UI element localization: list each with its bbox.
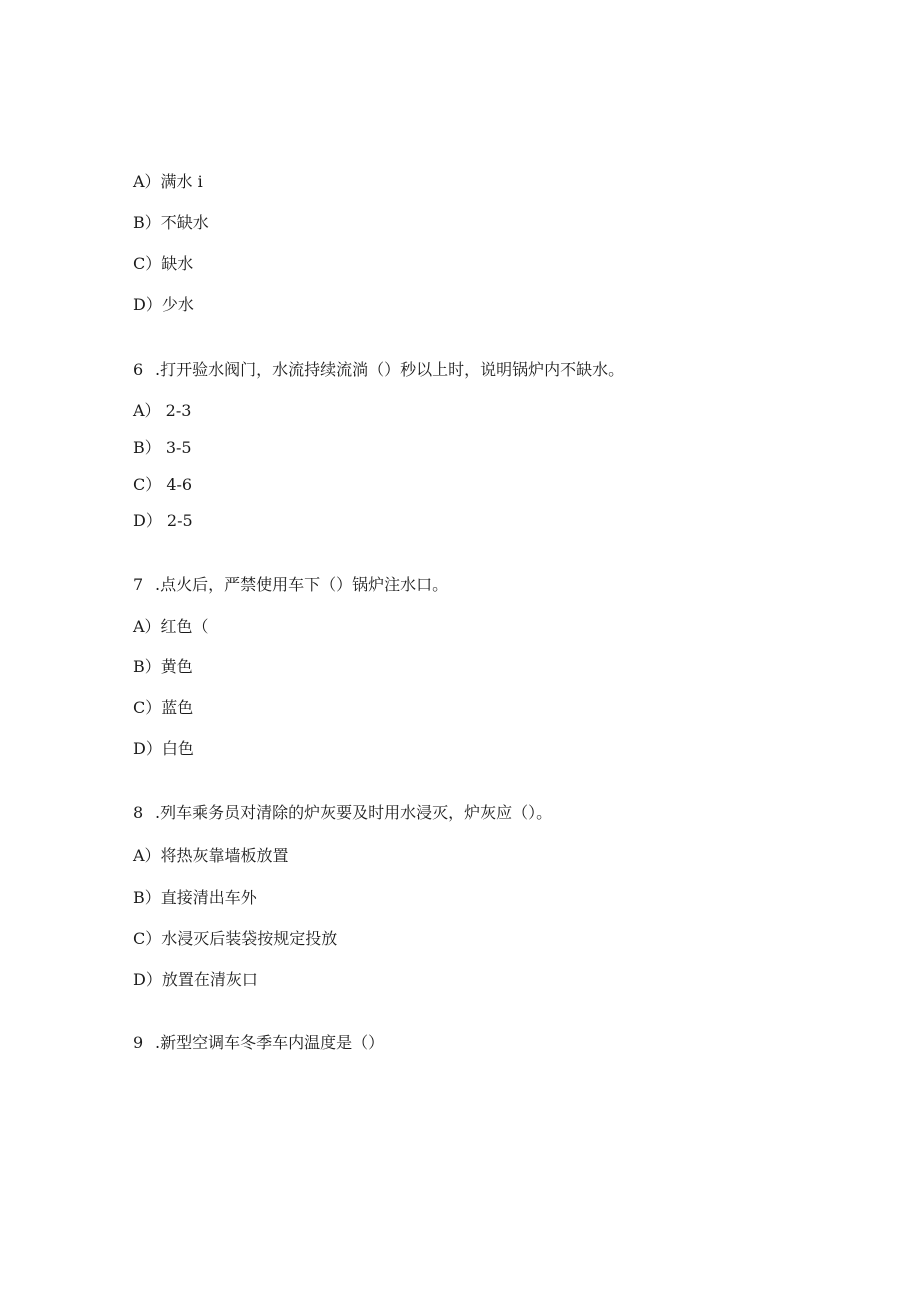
question-number: 9 xyxy=(133,1033,144,1052)
answer-option: D）白色 xyxy=(133,739,194,758)
answer-option: B）不缺水 xyxy=(133,213,209,232)
answer-option: C）水浸灭后装袋按规定投放 xyxy=(133,929,338,948)
question-number: 8 xyxy=(133,803,144,822)
question-8 xyxy=(133,803,552,823)
answer-option: B） 3-5 xyxy=(133,438,192,457)
question-text: .列车乘务员对清除的炉灰要及时用水浸灭，炉灰应（）。 xyxy=(155,803,553,822)
answer-option: A）满水 i xyxy=(133,172,203,191)
question-9 xyxy=(133,1033,384,1053)
answer-option: A） 2-3 xyxy=(133,401,192,420)
answer-option: C）缺水 xyxy=(133,254,194,273)
question-6 xyxy=(133,360,624,380)
answer-option: D）少水 xyxy=(133,295,194,314)
question-number: 6 xyxy=(133,360,144,379)
answer-option: D）放置在清灰口 xyxy=(133,970,258,989)
answer-option: B）直接清出车外 xyxy=(133,888,257,907)
answer-option: C） 4-6 xyxy=(133,475,193,494)
answer-option: A）将热灰靠墙板放置 xyxy=(133,846,289,865)
question-text: .新型空调车冬季车内温度是（） xyxy=(155,1033,385,1052)
question-text: .点火后，严禁使用车下（）锅炉注水口。 xyxy=(155,575,449,594)
question-text: .打开验水阀门，水流持续流淌（）秒以上时，说明锅炉内不缺水。 xyxy=(155,360,625,379)
answer-option: D） 2-5 xyxy=(133,511,193,530)
question-number: 7 xyxy=(133,575,144,594)
answer-option: B）黄色 xyxy=(133,657,193,676)
question-7 xyxy=(133,575,448,595)
answer-option: C）蓝色 xyxy=(133,698,194,717)
answer-option: A）红色（ xyxy=(133,617,209,636)
